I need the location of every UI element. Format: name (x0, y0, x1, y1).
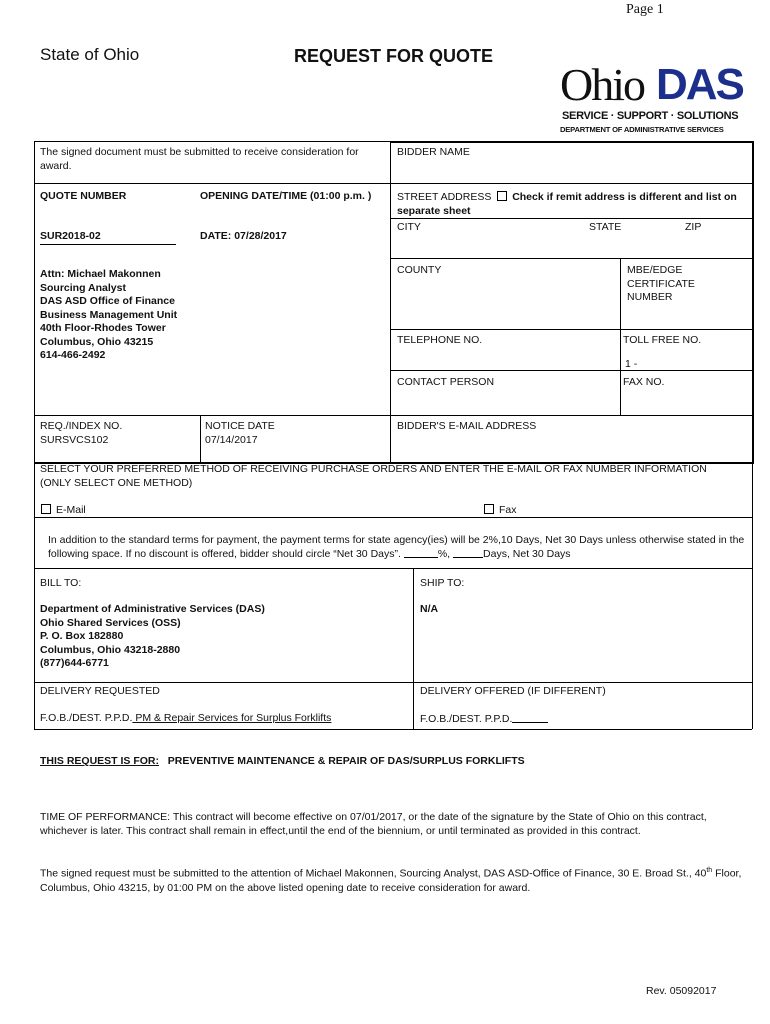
fob-offered-blank[interactable] (512, 712, 548, 723)
rule (390, 258, 752, 259)
rule (34, 415, 752, 416)
request-value: PREVENTIVE MAINTENANCE & REPAIR OF DAS/SURPLUS FORKLIFTS (167, 755, 525, 767)
bill-to-address: Department of Administrative Services (DAS) Ohio Shared Services (OSS) P. O. Box 182880 Columbus, Ohio 43218-2880 (877)644-6771 (40, 603, 265, 669)
rule (752, 568, 753, 729)
ship-to-value: N/A (420, 603, 439, 615)
rule (34, 462, 35, 568)
mbe-edge-label: MBE/EDGE CERTIFICATE NUMBER (627, 264, 695, 303)
rule (752, 462, 753, 568)
state-label: State of Ohio (40, 45, 140, 64)
page-number: Page 1 (626, 2, 664, 17)
attn-line: Attn: Michael Makonnen (40, 268, 161, 280)
rule (413, 568, 414, 729)
attn-line: 614-466-2492 (40, 349, 106, 361)
logo-ohio-text: Ohio (560, 59, 644, 110)
rule (34, 682, 752, 683)
ohio-das-logo (560, 59, 746, 142)
fax-checkbox[interactable] (484, 504, 494, 514)
telephone-field[interactable] (390, 348, 620, 369)
fax-option[interactable] (484, 504, 517, 518)
method-instruction: SELECT YOUR PREFERRED METHOD OF RECEIVING PURCHASE ORDERS AND ENTER THE E-MAIL OR FAX NUMBER INFORMATION (ONLY SELECT ONE METHOD) (40, 463, 707, 489)
request-label: THIS REQUEST IS FOR: (40, 755, 160, 767)
submission-instructions: The signed request must be submitted to the attention of Michael Makonnen, Sourcing Analyst, DAS ASD-Office of Finance, 30 E. Broad St., 40th Floor, Columbus, Ohio 43215, by 01:00 PM on the above listed opening date to receive consideration for award. (40, 867, 742, 894)
telephone-label: TELEPHONE NO. (397, 334, 483, 346)
rule (34, 568, 752, 569)
bidder-email-label: BIDDER'S E-MAIL ADDRESS (397, 420, 537, 432)
quote-number-label: QUOTE NUMBER (40, 190, 127, 202)
attn-line: 40th Floor-Rhodes Tower (40, 322, 166, 334)
fob-requested: F.O.B./DEST. P.P.D. PM & Repair Services for Surplus Forklifts (40, 712, 332, 724)
street-address-label: STREET ADDRESS Check if remit address is different and list on separate sheet (397, 191, 737, 217)
quote-number-value: SUR2018-02 (40, 230, 176, 245)
ship-to-label: SHIP TO: (420, 577, 465, 589)
toll-free-prefix: 1 - (625, 358, 638, 370)
fax-number-label: FAX NO. (623, 376, 665, 388)
revision-number: Rev. 05092017 (646, 985, 717, 997)
page-title: REQUEST FOR QUOTE (294, 46, 494, 66)
bill-to-label: BILL TO: (40, 577, 82, 589)
rule (752, 141, 754, 463)
bidder-name-field[interactable] (390, 160, 752, 182)
attn-line: Business Management Unit (40, 308, 178, 321)
rule (390, 329, 752, 330)
bidder-name-label: BIDDER NAME (397, 146, 470, 158)
zip-label: ZIP (685, 221, 702, 233)
email-option-label: E-Mail (56, 504, 86, 516)
request-line (40, 755, 525, 769)
rule (34, 517, 752, 518)
county-label: COUNTY (397, 264, 442, 276)
toll-free-label: TOLL FREE NO. (623, 334, 702, 346)
email-option[interactable] (41, 504, 86, 518)
remit-address-checkbox[interactable] (497, 191, 507, 201)
opening-date-label: OPENING DATE/TIME (01:00 p.m. ) (200, 190, 372, 202)
attn-line: Columbus, Ohio 43215 (40, 335, 154, 348)
rule (390, 141, 754, 143)
attn-block (40, 268, 177, 363)
fob-offered: F.O.B./DEST. P.P.D. (420, 712, 548, 727)
notice-date-label: NOTICE DATE (205, 420, 275, 432)
state-field-label: STATE (589, 221, 622, 233)
fax-option-label: Fax (499, 504, 517, 516)
rule (390, 370, 752, 371)
rule (34, 141, 390, 142)
signed-document-note: The signed document must be submitted to receive consideration for award. (40, 146, 359, 172)
req-index-value: SURSVCS102 (40, 434, 109, 446)
rule (34, 183, 752, 184)
rule (200, 415, 201, 463)
payment-terms: In addition to the standard terms for payment, the payment terms for state agency(ies) will be 2%,10 Days, Net 30 Days unless otherwise stated in the following space. If no discount is offered, bidder should circle “Net 30 Days”. %, Days, Net 30 Days (48, 534, 745, 560)
time-of-performance: TIME OF PERFORMANCE: This contract will become effective on 07/01/2017, or the date of the signature by the State of Ohio on this contract, whichever is later. This contract shall remain in effect,until the end of the biennium, or until terminated as provided in this contract. (40, 811, 707, 837)
logo-das-text: DAS (656, 60, 743, 109)
opening-date-value: DATE: 07/28/2017 (200, 230, 287, 242)
logo-department: DEPARTMENT OF ADMINISTRATIVE SERVICES (560, 125, 724, 134)
rule (390, 218, 752, 219)
city-label: CITY (397, 221, 421, 233)
bidder-email-field[interactable] (390, 434, 752, 461)
remit-address-text: Check if remit address is different and list on separate sheet (397, 191, 737, 217)
discount-days-blank[interactable] (453, 547, 483, 558)
rule (34, 729, 752, 730)
fax-number-field[interactable] (621, 390, 752, 414)
discount-percent-blank[interactable] (404, 547, 438, 558)
notice-date-value: 07/14/2017 (205, 434, 258, 446)
attn-line: DAS ASD Office of Finance (40, 295, 175, 307)
delivery-offered-label: DELIVERY OFFERED (IF DIFFERENT) (420, 685, 606, 697)
attn-line: Sourcing Analyst (40, 281, 126, 294)
logo-tagline: SERVICE · SUPPORT · SOLUTIONS (562, 110, 739, 122)
city-state-zip-field[interactable] (390, 234, 752, 257)
email-checkbox[interactable] (41, 504, 51, 514)
fob-requested-value: PM & Repair Services for Surplus Forklifts (132, 712, 332, 724)
delivery-requested-label: DELIVERY REQUESTED (40, 685, 160, 697)
rule (34, 568, 35, 729)
contact-person-field[interactable] (390, 390, 620, 414)
contact-person-label: CONTACT PERSON (397, 376, 495, 388)
req-index-label: REQ./INDEX NO. (40, 420, 123, 432)
county-field[interactable] (390, 278, 620, 328)
